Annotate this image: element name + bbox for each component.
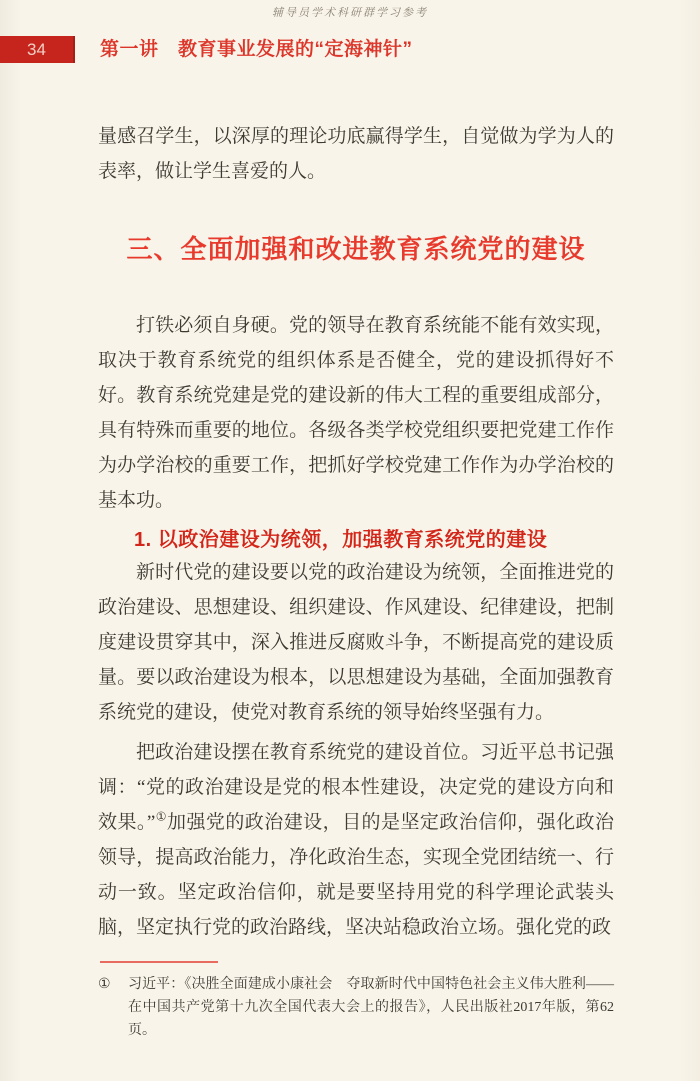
- paragraph-segment: 加强党的政治建设，目的是坚定政治信仰，强化政治领导，提高政治能力，净化政治生态，实现全党团结统一、行动一致。坚定政治信仰，就是要坚持用党的科学理论武装头脑，坚定执行党的政治路线，坚决站稳政治立场。强化党的政: [98, 812, 614, 938]
- running-head: 辅导员学术科研群学习参考: [272, 7, 428, 19]
- paragraph: [98, 735, 614, 945]
- paragraph: 打铁必须自身硬。党的领导在教育系统能不能有效实现，取决于教育系统党的组织体系是否健全，党的建设抓得好不好。教育系统党建是党的建设新的伟大工程的重要组成部分，具有特殊而重要的地位。各级各类学校党组织要把党建工作作为办学治校的重要工作，把抓好学校党建工作作为办学治校的基本功。: [98, 315, 614, 511]
- footnote-ref-superscript: ①: [155, 809, 167, 824]
- section-heading: 三、全面加强和改进教育系统党的建设: [126, 234, 586, 264]
- footnote-divider: [100, 961, 218, 963]
- subsection-heading: 1. 以政治建设为统领，加强教育系统党的建设: [134, 529, 548, 551]
- footnote-marker: ①: [98, 977, 111, 992]
- footnote: [98, 973, 614, 1042]
- paragraph: 新时代党的建设要以党的政治建设为统领，全面推进党的政治建设、思想建设、组织建设、作风建设、纪律建设，把制度建设贯穿其中，深入推进反腐败斗争，不断提高党的建设质量。要以政治建设为根本，以思想建设为基础，全面加强教育系统党的建设，使党对教育系统的领导始终坚强有力。: [98, 562, 614, 723]
- chapter-header: 第一讲 教育事业发展的“定海神针”: [100, 39, 413, 60]
- page-body: [98, 119, 614, 1042]
- paragraph-segment: 把政治建设摆在教育系统党的建设首位。习近平总书记强调：“党的政治建设是党的根本性建设，决定党的建设方向和效果。”: [98, 742, 614, 833]
- footnote-text: 习近平：《决胜全面建成小康社会 夺取新时代中国特色社会主义伟大胜利——在中国共产党第十九次全国代表大会上的报告》，人民出版社2017年版，第62页。: [128, 977, 614, 1038]
- page-number-badge: 34: [0, 36, 75, 63]
- paragraph-continued: 量感召学生，以深厚的理论功底赢得学生，自觉做为学为人的表率，做让学生喜爱的人。: [98, 126, 614, 182]
